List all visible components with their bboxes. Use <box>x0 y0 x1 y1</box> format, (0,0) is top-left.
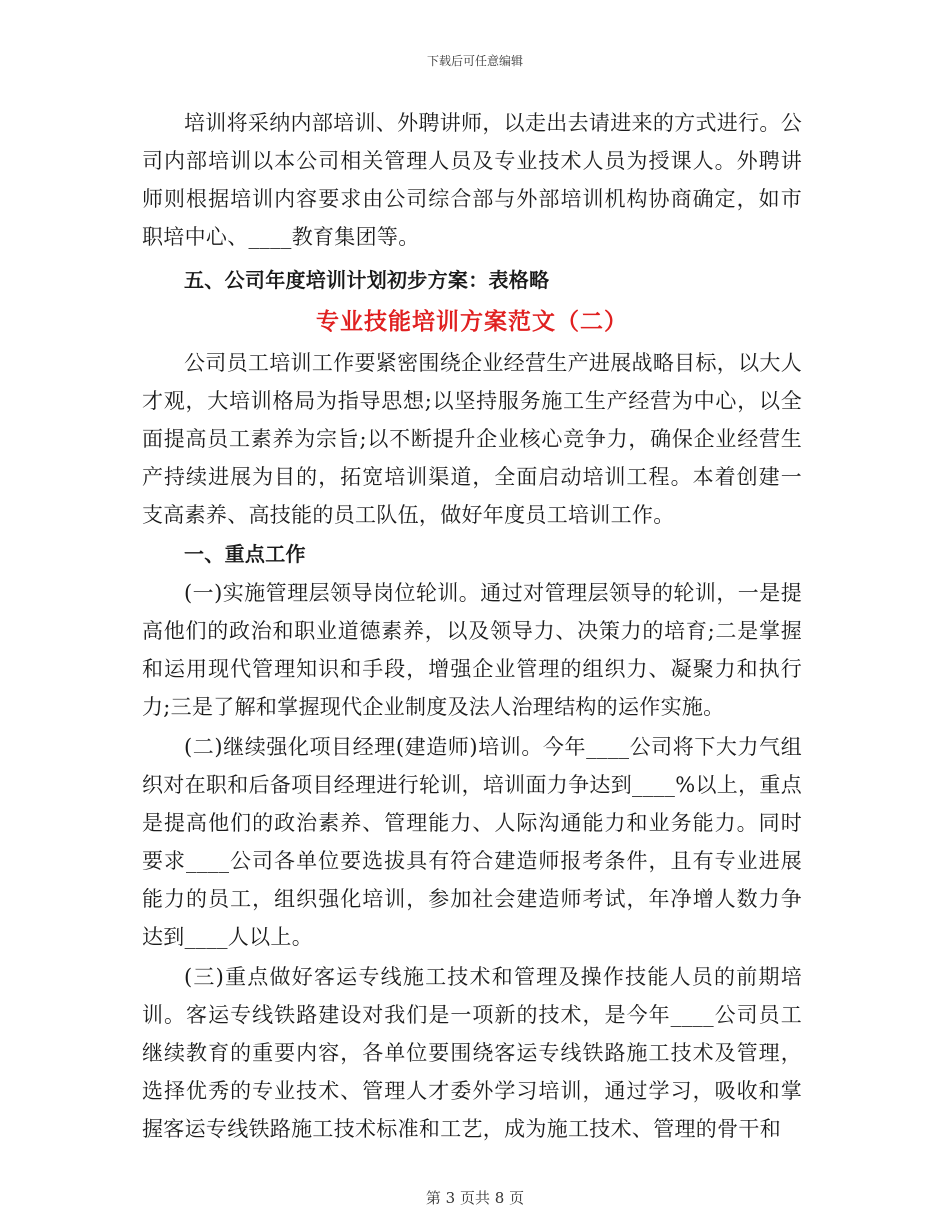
document-body <box>142 104 802 1148</box>
paragraph-passenger-line-training: (三)重点做好客运专线施工技术和管理及操作技能人员的前期培训。客运专线铁路建设对我们是一项新的技术，是今年____公司员工继续教育的重要内容，各单位要围绕客运专线铁路施工技术及管理，选择优秀的专业技术、管理人才委外学习培训，通过学习，吸收和掌握客运专线铁路施工技术标准和工艺，成为施工技术、管理的骨干和 <box>142 965 802 1141</box>
document-title: 专业技能培训方案范文（二） <box>316 308 628 335</box>
section-heading-key-work: 一、重点工作 <box>184 542 306 566</box>
section-heading-annual-plan: 五、公司年度培训计划初步方案：表格略 <box>184 268 550 292</box>
paragraph-training-overview: 公司员工培训工作要紧密围绕企业经营生产进展战略目标，以大人才观，大培训格局为指导思想;以坚持服务施工生产经营为中心，以全面提高员工素养为宗旨;以不断提升企业核心竞争力，确保企业经营生产持续进展为目的，拓宽培训渠道，全面启动培训工程。本着创建一支高素养、高技能的员工队伍，做好年度员工培训工作。 <box>142 351 802 527</box>
paragraph-training-method: 培训将采纳内部培训、外聘讲师，以走出去请进来的方式进行。公司内部培训以本公司相关管理人员及专业技术人员为授课人。外聘讲师则根据培训内容要求由公司综合部与外部培训机构协商确定，如市职培中心、____教育集团等。 <box>142 111 802 249</box>
paragraph-management-rotation: (一)实施管理层领导岗位轮训。通过对管理层领导的轮训，一是提高他们的政治和职业道德素养，以及领导力、决策力的培育;二是掌握和运用现代管理知识和手段，增强企业管理的组织力、凝聚力和执行力;三是了解和掌握现代企业制度及法人治理结构的运作实施。 <box>142 581 802 719</box>
page-header: 下载后可任意编辑 <box>426 54 523 68</box>
paragraph-project-manager-training: (二)继续强化项目经理(建造师)培训。今年____公司将下大力气组织对在职和后备项目经理进行轮训，培训面力争达到____%以上，重点是提高他们的政治素养、管理能力、人际沟通能力和业务能力。同时要求____公司各单位要选拔具有符合建造师报考条件，且有专业进展能力的员工，组织强化培训，参加社会建造师考试，年净增人数力争达到____人以上。 <box>142 735 802 949</box>
page-footer: 第 3 页共 8 页 <box>425 1189 525 1207</box>
